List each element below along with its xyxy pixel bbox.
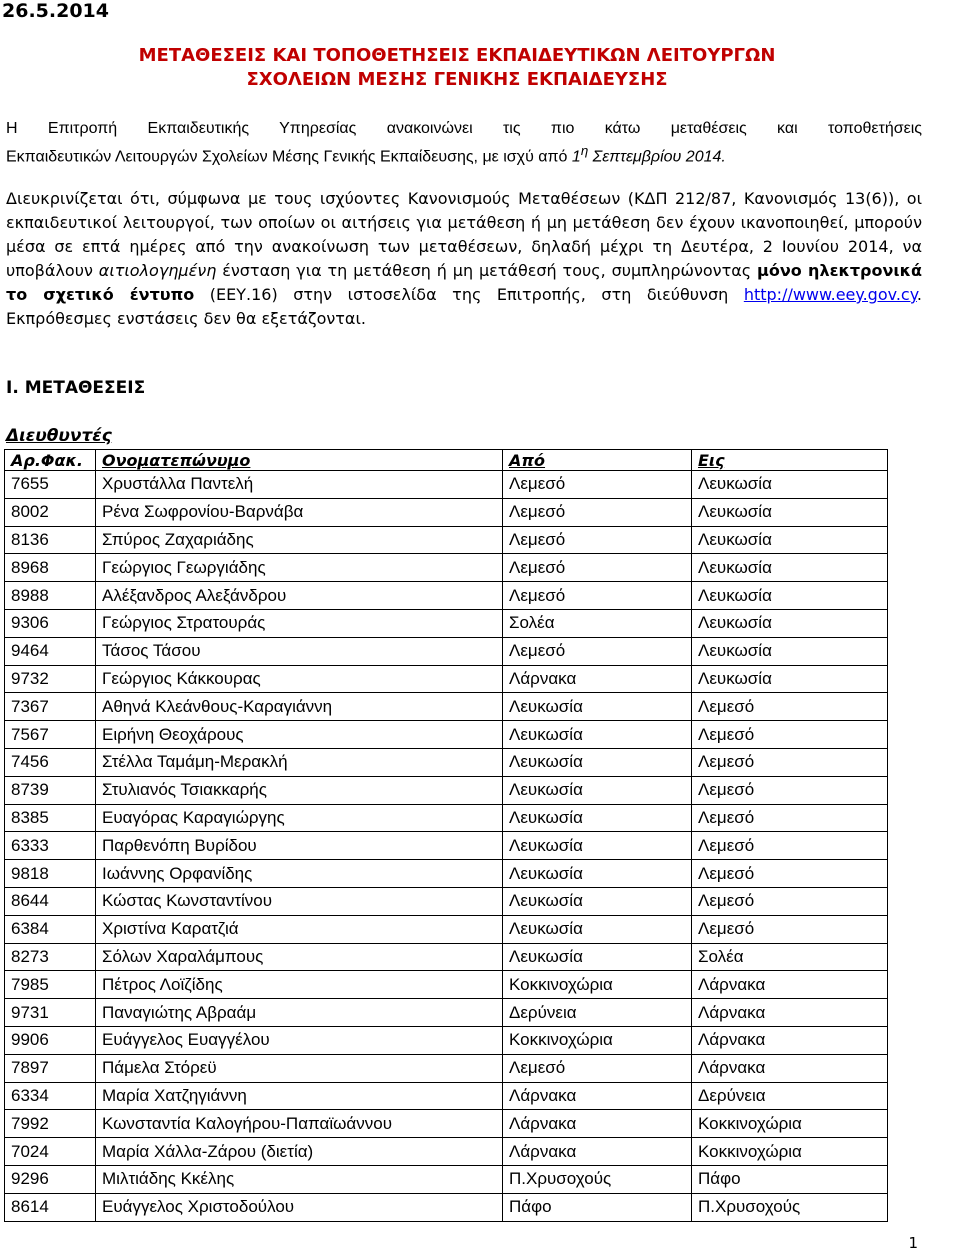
cell-file-number: 8385 <box>5 804 96 832</box>
table-row <box>5 1054 888 1082</box>
cell-from: Λευκωσία <box>503 748 692 776</box>
cell-from: Λεμεσό <box>503 471 692 499</box>
notice-text-3: (ΕΕΥ.16) στην ιστοσελίδα της Επιτροπής, στη διεύθυνση <box>194 285 744 304</box>
cell-from: Λεμεσό <box>503 498 692 526</box>
cell-full-name: Πάμελα Στόρεϋ <box>96 1054 503 1082</box>
cell-file-number: 7985 <box>5 971 96 999</box>
cell-to: Κοκκινοχώρια <box>692 1110 888 1138</box>
table-row <box>5 1165 888 1193</box>
cell-from: Λάρνακα <box>503 1082 692 1110</box>
table-body <box>5 471 888 1222</box>
notice-paragraph <box>6 187 922 331</box>
cell-to: Λεμεσό <box>692 748 888 776</box>
cell-file-number: 9731 <box>5 999 96 1027</box>
table-row <box>5 609 888 637</box>
cell-from: Πάφο <box>503 1193 692 1221</box>
table-row <box>5 1082 888 1110</box>
cell-to: Λάρνακα <box>692 971 888 999</box>
cell-file-number: 6333 <box>5 832 96 860</box>
table-header-row <box>5 450 888 471</box>
page-number: 1 <box>908 1234 918 1252</box>
table-row <box>5 693 888 721</box>
cell-from: Λευκωσία <box>503 860 692 888</box>
cell-file-number: 8968 <box>5 554 96 582</box>
table-row <box>5 804 888 832</box>
cell-to: Δερύνεια <box>692 1082 888 1110</box>
cell-from: Δερύνεια <box>503 999 692 1027</box>
cell-from: Λευκωσία <box>503 943 692 971</box>
table-row <box>5 637 888 665</box>
cell-full-name: Αθηνά Κλεάνθους-Καραγιάννη <box>96 693 503 721</box>
cell-file-number: 6334 <box>5 1082 96 1110</box>
table-row <box>5 526 888 554</box>
table-row <box>5 1193 888 1221</box>
cell-from: Λάρνακα <box>503 1138 692 1166</box>
cell-to: Λεμεσό <box>692 832 888 860</box>
table-row <box>5 776 888 804</box>
cell-from: Λάρνακα <box>503 665 692 693</box>
notice-italic: αιτιολογημένη <box>98 261 217 280</box>
cell-to: Λεμεσό <box>692 776 888 804</box>
cell-full-name: Ιωάννης Ορφανίδης <box>96 860 503 888</box>
cell-full-name: Μαρία Χάλλα-Ζάρου (διετία) <box>96 1138 503 1166</box>
header-from <box>503 450 692 471</box>
notice-text-4: . Εκπρόθεσμες ενστάσεις δεν θα εξετάζονται. <box>6 285 922 328</box>
cell-from: Λευκωσία <box>503 887 692 915</box>
intro-date-sup: η <box>580 143 589 158</box>
cell-full-name: Κωνσταντία Καλογήρου-Παπαϊωάννου <box>96 1110 503 1138</box>
cell-full-name: Αλέξανδρος Αλεξάνδρου <box>96 582 503 610</box>
cell-to: Λευκωσία <box>692 609 888 637</box>
cell-from: Κοκκινοχώρια <box>503 1026 692 1054</box>
header-file-number: Αρ.Φακ. <box>5 450 96 471</box>
document-title-line-2: ΣΧΟΛΕΙΩΝ ΜΕΣΗΣ ΓΕΝΙΚΗΣ ΕΚΠΑΙΔΕΥΣΗΣ <box>246 69 668 90</box>
intro-date-rest: Σεπτεμβρίου 2014. <box>588 148 726 166</box>
cell-file-number: 8136 <box>5 526 96 554</box>
cell-full-name: Ευάγγελος Ευαγγέλου <box>96 1026 503 1054</box>
cell-file-number: 8273 <box>5 943 96 971</box>
cell-file-number: 7367 <box>5 693 96 721</box>
notice-text-1: Διευκρινίζεται ότι, σύμφωνα με τους ισχύοντες Κανονισμούς Μεταθέσεων (ΚΔΠ 212/87, Κανονισμός 13(6)), οι εκπαιδευτικοί λειτουργοί, των οποίων οι αιτήσεις για μετάθεση ή μη μετάθεση δεν έχουν ικανοποιηθεί, μπορούν μέσα σε επτά ημέρες από την ανακοίνωση των μεταθέσεων, δηλαδή μέχρι τη Δευτέρα, 2 Ιουνίου 2014, να υποβάλουν <box>6 189 922 280</box>
cell-file-number: 9306 <box>5 609 96 637</box>
cell-file-number: 6384 <box>5 915 96 943</box>
cell-full-name: Ειρήνη Θεοχάρους <box>96 721 503 749</box>
cell-to: Λευκωσία <box>692 637 888 665</box>
cell-to: Λευκωσία <box>692 554 888 582</box>
cell-file-number: 8988 <box>5 582 96 610</box>
cell-full-name: Παρθενόπη Βυρίδου <box>96 832 503 860</box>
header-to <box>692 450 888 471</box>
cell-to: Πάφο <box>692 1165 888 1193</box>
table-row <box>5 915 888 943</box>
cell-to: Λεμεσό <box>692 887 888 915</box>
intro-line-2-text: Εκπαιδευτικών Λειτουργών Σχολείων Μέσης Γενικής Εκπαίδευσης, με ισχύ από <box>6 148 572 166</box>
cell-full-name: Ρένα Σωφρονίου-Βαρνάβα <box>96 498 503 526</box>
notice-text-2: ένσταση για τη μετάθεση ή μη μετάθεσή τους, συμπληρώνοντας <box>216 261 758 280</box>
notice-bold: μόνο ηλεκτρονικά το σχετικό έντυπο <box>6 261 922 304</box>
header-full-name <box>96 450 503 471</box>
table-row <box>5 498 888 526</box>
table-row <box>5 721 888 749</box>
cell-file-number: 7655 <box>5 471 96 499</box>
cell-full-name: Κώστας Κωνσταντίνου <box>96 887 503 915</box>
table-row <box>5 943 888 971</box>
cell-from: Π.Χρυσοχούς <box>503 1165 692 1193</box>
cell-full-name: Μιλτιάδης Κκέλης <box>96 1165 503 1193</box>
cell-file-number: 7024 <box>5 1138 96 1166</box>
cell-full-name: Χριστίνα Καρατζιά <box>96 915 503 943</box>
table-row <box>5 832 888 860</box>
intro-line-1: Η Επιτροπή Εκπαιδευτικής Υπηρεσίας ανακοινώνει τις πιο κάτω μεταθέσεις και τοποθετήσεις <box>6 120 922 137</box>
cell-file-number: 9464 <box>5 637 96 665</box>
table-row <box>5 554 888 582</box>
cell-to: Λεμεσό <box>692 693 888 721</box>
table-row <box>5 582 888 610</box>
cell-to: Λεμεσό <box>692 804 888 832</box>
cell-to: Λευκωσία <box>692 526 888 554</box>
cell-full-name: Γεώργιος Κάκκουρας <box>96 665 503 693</box>
cell-from: Λευκωσία <box>503 832 692 860</box>
cell-file-number: 7567 <box>5 721 96 749</box>
cell-to: Λευκωσία <box>692 582 888 610</box>
intro-paragraph <box>6 118 922 168</box>
cell-from: Λάρνακα <box>503 1110 692 1138</box>
cell-to: Λάρνακα <box>692 1026 888 1054</box>
cell-file-number: 7456 <box>5 748 96 776</box>
cell-to: Λεμεσό <box>692 721 888 749</box>
table-row <box>5 1110 888 1138</box>
transfers-table <box>4 449 888 1222</box>
cell-from: Λεμεσό <box>503 637 692 665</box>
cell-full-name: Γεώργιος Στρατουράς <box>96 609 503 637</box>
cell-file-number: 8002 <box>5 498 96 526</box>
cell-from: Λεμεσό <box>503 582 692 610</box>
cell-full-name: Τάσος Τάσου <box>96 637 503 665</box>
section-title: I. ΜΕΤΑΘΕΣΕΙΣ <box>6 378 146 398</box>
cell-full-name: Ευάγγελος Χριστοδούλου <box>96 1193 503 1221</box>
cell-to: Λάρνακα <box>692 999 888 1027</box>
cell-full-name: Πέτρος Λοϊζίδης <box>96 971 503 999</box>
cell-from: Λεμεσό <box>503 1054 692 1082</box>
cell-to: Λευκωσία <box>692 471 888 499</box>
cell-to: Λευκωσία <box>692 498 888 526</box>
cell-from: Κοκκινοχώρια <box>503 971 692 999</box>
cell-to: Π.Χρυσοχούς <box>692 1193 888 1221</box>
cell-full-name: Γεώργιος Γεωργιάδης <box>96 554 503 582</box>
cell-to: Σολέα <box>692 943 888 971</box>
table-row <box>5 860 888 888</box>
cell-from: Λεμεσό <box>503 526 692 554</box>
cell-from: Λευκωσία <box>503 776 692 804</box>
table-row <box>5 748 888 776</box>
table-row <box>5 471 888 499</box>
cell-from: Λεμεσό <box>503 554 692 582</box>
cell-full-name: Σόλων Χαραλάμπους <box>96 943 503 971</box>
cell-to: Λευκωσία <box>692 665 888 693</box>
cell-file-number: 8644 <box>5 887 96 915</box>
cell-file-number: 7897 <box>5 1054 96 1082</box>
cell-file-number: 9296 <box>5 1165 96 1193</box>
header-to-label: Εις <box>698 450 725 470</box>
table-row <box>5 1026 888 1054</box>
cell-file-number: 8739 <box>5 776 96 804</box>
table-row <box>5 665 888 693</box>
cell-full-name: Στυλιανός Τσιακκαρής <box>96 776 503 804</box>
eey-website-link[interactable]: http://www.eey.gov.cy <box>743 285 917 304</box>
cell-to: Λεμεσό <box>692 915 888 943</box>
header-full-name-label: Ονοματεπώνυμο <box>102 450 251 470</box>
intro-date-day: 1 <box>571 148 581 166</box>
cell-full-name: Σπύρος Ζαχαριάδης <box>96 526 503 554</box>
header-from-label: Από <box>509 450 546 470</box>
table-row <box>5 971 888 999</box>
cell-to: Κοκκινοχώρια <box>692 1138 888 1166</box>
cell-file-number: 9906 <box>5 1026 96 1054</box>
cell-full-name: Στέλλα Ταμάμη-Μερακλή <box>96 748 503 776</box>
cell-from: Λευκωσία <box>503 693 692 721</box>
cell-to: Λεμεσό <box>692 860 888 888</box>
cell-file-number: 8614 <box>5 1193 96 1221</box>
document-title-line-1: ΜΕΤΑΘΕΣΕΙΣ ΚΑΙ ΤΟΠΟΘΕΤΗΣΕΙΣ ΕΚΠΑΙΔΕΥΤΙΚΩΝ ΛΕΙΤΟΥΡΓΩΝ <box>138 45 776 66</box>
cell-full-name: Ευαγόρας Καραγιώργης <box>96 804 503 832</box>
table-row <box>5 999 888 1027</box>
section-subtitle: Διευθυντές <box>6 426 112 446</box>
cell-from: Λευκωσία <box>503 915 692 943</box>
document-date: 26.5.2014 <box>2 0 109 22</box>
cell-file-number: 7992 <box>5 1110 96 1138</box>
cell-full-name: Χρυστάλλα Παντελή <box>96 471 503 499</box>
table-row <box>5 1138 888 1166</box>
cell-file-number: 9818 <box>5 860 96 888</box>
cell-from: Σολέα <box>503 609 692 637</box>
cell-file-number: 9732 <box>5 665 96 693</box>
cell-full-name: Μαρία Χατζηγιάννη <box>96 1082 503 1110</box>
cell-to: Λάρνακα <box>692 1054 888 1082</box>
table-row <box>5 887 888 915</box>
cell-from: Λευκωσία <box>503 804 692 832</box>
cell-from: Λευκωσία <box>503 721 692 749</box>
cell-full-name: Παναγιώτης Αβραάμ <box>96 999 503 1027</box>
